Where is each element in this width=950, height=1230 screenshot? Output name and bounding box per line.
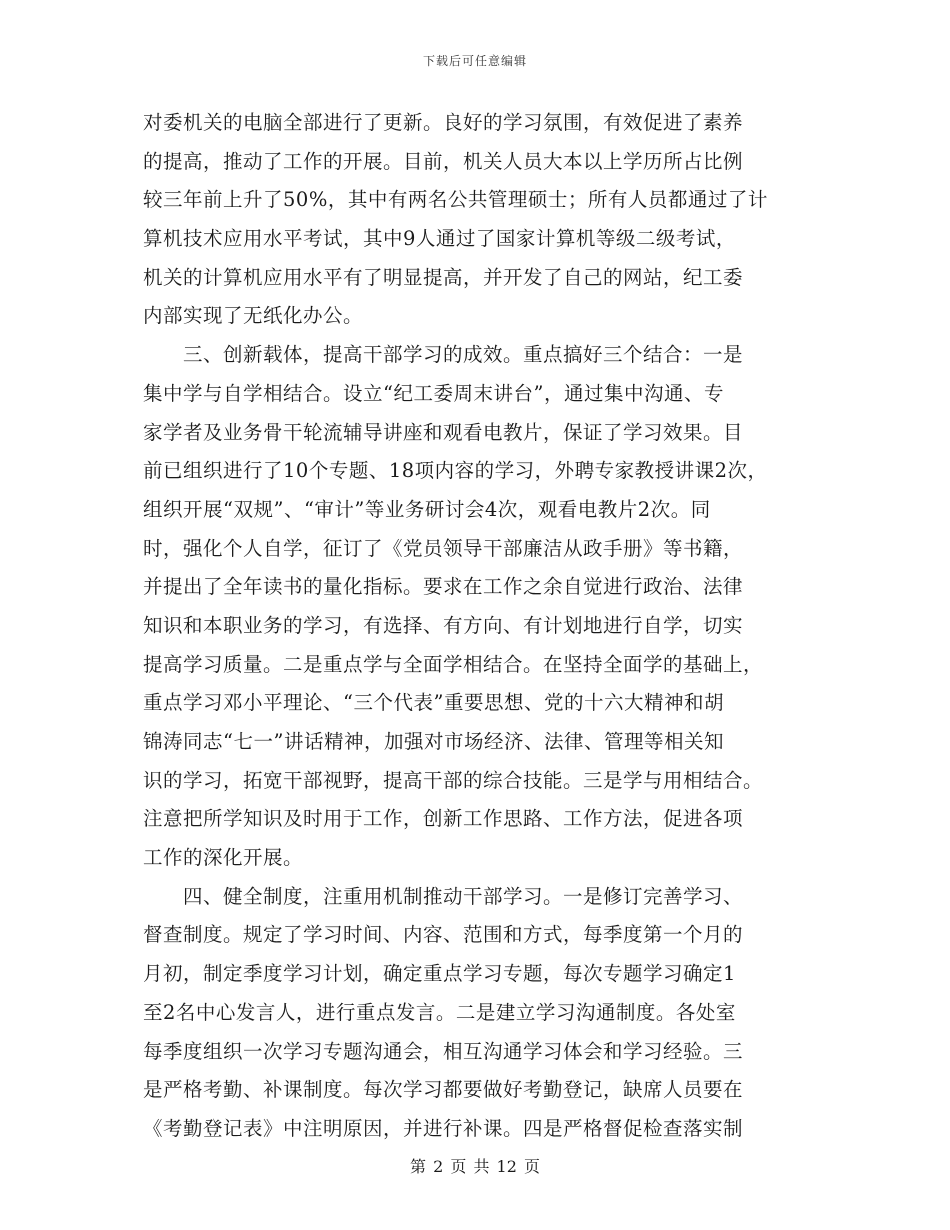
body-line: 月初，制定季度学习计划，确定重点学习专题，每次专题学习确定1 [143, 962, 736, 986]
body-line: 组织开展“双规”、“审计”等业务研讨会4次，观看电教片2次。同 [143, 497, 711, 521]
body-line: 至2名中心发言人，进行重点发言。二是建立学习沟通制度。各处室 [143, 1000, 736, 1024]
body-line: 提高学习质量。二是重点学与全面学相结合。在坚持全面学的基础上， [143, 652, 764, 676]
body-line: 的提高，推动了工作的开展。目前，机关人员大本以上学历所占比例 [143, 149, 744, 173]
body-line: 内部实现了无纸化办公。 [143, 304, 364, 328]
body-line: 识的学习，拓宽干部视野，提高干部的综合技能。三是学与用相结合。 [143, 768, 764, 792]
page-header: 下载后可任意编辑 [422, 54, 527, 68]
body-line: 机关的计算机应用水平有了明显提高，并开发了自己的网站，纪工委 [143, 265, 744, 289]
body-line: 知识和本职业务的学习，有选择、有方向、有计划地进行自学，切实 [143, 613, 744, 637]
body-line: 注意把所学知识及时用于工作，创新工作思路、工作方法，促进各项 [143, 807, 744, 831]
body-line: 对委机关的电脑全部进行了更新。良好的学习氛围，有效促进了素养 [143, 111, 744, 134]
body-line: 并提出了全年读书的量化指标。要求在工作之余自觉进行政治、法律 [143, 575, 744, 599]
body-line: 时，强化个人自学，征订了《党员领导干部廉洁从政手册》等书籍， [143, 536, 744, 560]
body-line: 是严格考勤、补课制度。每次学习都要做好考勤登记，缺席人员要在 [143, 1078, 744, 1102]
page-footer: 第 2 页 共 12 页 [410, 1157, 540, 1176]
body-line: 锦涛同志“七一”讲话精神，加强对市场经济、法律、管理等相关知 [143, 730, 724, 753]
body-line: 重点学习邓小平理论、“三个代表”重要思想、党的十六大精神和胡 [143, 691, 724, 715]
document-body [143, 104, 807, 1149]
body-line: 四、健全制度，注重用机制推动干部学习。一是修订完善学习、 [143, 884, 744, 908]
body-line: 前已组织进行了10个专题、18项内容的学习，外聘专家教授讲课2次， [143, 459, 768, 483]
body-line: 家学者及业务骨干轮流辅导讲座和观看电教片，保证了学习效果。目 [143, 420, 744, 444]
body-line: 算机技术应用水平考试，其中9人通过了国家计算机等级二级考试， [143, 227, 736, 251]
body-line: 《考勤登记表》中注明原因，并进行补课。四是严格督促检查落实制 [143, 1116, 744, 1140]
body-line: 三、创新载体，提高干部学习的成效。重点搞好三个结合：一是 [143, 343, 744, 367]
body-line: 督查制度。规定了学习时间、内容、范围和方式，每季度第一个月的 [143, 923, 744, 947]
body-line: 每季度组织一次学习专题沟通会，相互沟通学习体会和学习经验。三 [143, 1039, 744, 1063]
body-line: 集中学与自学相结合。设立“纪工委周末讲台”，通过集中沟通、专 [143, 381, 724, 405]
body-line: 工作的深化开展。 [143, 846, 304, 870]
body-line: 较三年前上升了50%，其中有两名公共管理硕士；所有人员都通过了计 [143, 188, 768, 212]
